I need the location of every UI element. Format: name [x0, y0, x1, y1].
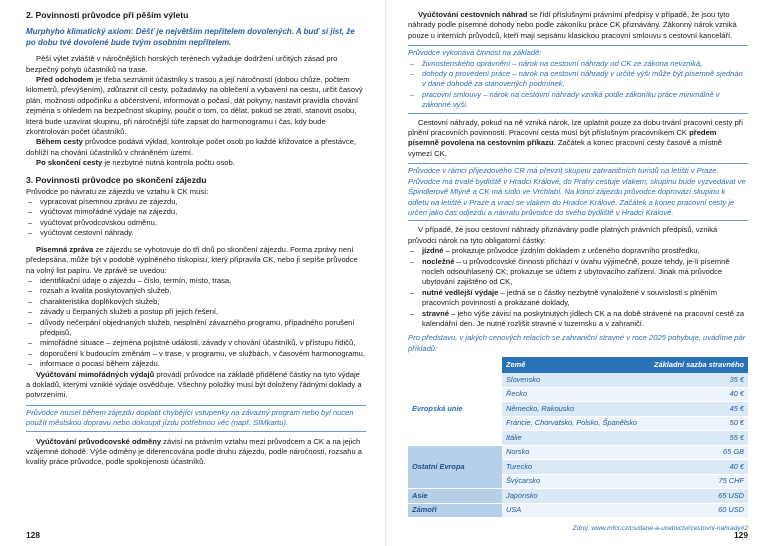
country-cell: Norsko: [502, 445, 646, 460]
paragraph-extra-expenses: Vyúčtování mimořádných výdajů provádí průvodce na základě přidělené částky na tyto výdaje a dokladů, kterými vzniklé výdaje osvědčuje. Všechny položky musí být doloženy řádnými doklady a potvrzeními.: [26, 369, 362, 400]
country-cell: Turecko: [502, 460, 646, 475]
country-cell: Itálie: [502, 431, 646, 446]
list-item: – doporučení k budoucím změnám – v trase, v programu, ve službách, v časovém harmonogramu,: [40, 349, 366, 359]
contract-types-list: [408, 59, 748, 111]
paragraph-guide-fee: Vyúčtování průvodcovské odměny závisí na právním vztahu mezi průvodcem a CK a na jejich vzájemné dohodě. Výše odměny je diferencována podle druhu zájezdu, podle náročnosti, rozsahu a kvality práce průvodce, podle spokojenosti účastníků.: [26, 436, 363, 467]
page-number-left: 128: [26, 529, 40, 540]
group-eu: Evropská unie: [408, 373, 502, 445]
list-item: – charakteristika doplňkových služeb,: [40, 297, 366, 307]
right-page: [386, 0, 772, 546]
list-item: – nutné vedlejší výdaje – jedná se o částky nezbytně vynaložené v souvislosti s plněním pracovních povinností a prokázané doklady,: [422, 288, 748, 309]
table-row: [408, 373, 748, 387]
report-items-list: [26, 276, 366, 370]
paragraph-after-trip: Po skončení cesty je nezbytné nutná kontrola počtu osob.: [36, 158, 235, 168]
list-item: – stravné – jeho výše závisí na poskytnutých jídlech CK a na době strávené na pracovní cestě za kalendářní den. Je nutné rozlišit stravné v tuzemsku a v zahraničí.: [422, 309, 748, 330]
table-header-row: [408, 357, 748, 373]
paragraph-written-report: Písemná zpráva ze zájezdu se vyhotovuje do tří dnů po skončení zájezdu. Forma zprávy není předepsána, může být v podobě vyplněného tiskopisu, který připravila CK, nebo ji sepíše průvodce na volný list papíru. Ve zprávě se uvedou:: [26, 244, 358, 275]
country-cell: Německo, Rakousko: [502, 402, 646, 417]
list-item: – pracovní smlouvy – nárok na cestovní náhrady vzniká podle zákoníku práce minimálně v zákonné výši.: [422, 90, 748, 111]
list-item: – dohody o provedení práce – nárok na cestovní náhrady v určité výši může být písemně sjednán v dané dohodě za stanovených podmínek,: [422, 69, 748, 90]
paragraph-during-trip: Během cesty průvodce podává výklad, kontroluje počet osob po každé křižovatce a přestávce, dohlíží na chování účastníků v chráněném území.: [26, 137, 356, 157]
country-cell: Švýcarsko: [502, 474, 646, 489]
contract-types-box: [408, 45, 748, 113]
table-row: [408, 489, 748, 504]
column-rate: Základní sazba stravného: [646, 357, 748, 373]
group-asia: Asie: [408, 489, 502, 504]
meal-allowance-table: [408, 357, 748, 518]
country-cell: USA: [502, 503, 646, 518]
section-heading-3: 3. Povinnosti průvodce po skončení zájezdu: [26, 174, 207, 185]
column-country: Země: [502, 357, 646, 373]
group-overseas: Zámoří: [408, 503, 502, 518]
list-item: – nocležné – u průvodcovské činnosti přichází v úvahu výjimečně, pouze tehdy, je-li písemně nocleh odsouhlasený CK; prokazuje se účtem z ubytovacího zařízení. Jinak má průvodce ubytování zajištěno od CK,: [422, 257, 748, 288]
table-intro: Pro představu, v jakých cenových relacích se zahraniční stravné v roce 2025 pohybuje, uvádíme pár příkladů:: [408, 333, 746, 353]
rate-cell: 40 €: [646, 387, 748, 402]
section-heading-2: 2. Povinnosti průvodce při pěším výletu: [26, 10, 189, 20]
list-item: – vypracovat písemnou zprávu ze zájezdu,: [40, 197, 366, 207]
rate-cell: 35 €: [646, 373, 748, 387]
list-item: – závady u čerpaných služeb a postup při jejich řešení,: [40, 307, 366, 317]
rate-cell: 55 €: [646, 431, 748, 446]
rate-cell: 40 €: [646, 460, 748, 475]
example-note-trip: Průvodce v rámci přijezdového CR má převzít skupinu zahraničních turistů na letišti v Praze. Průvodce má trvalé bydliště v Hradci Králové, do Prahy cestuje vlakem, skupinu bude vyzvedávat ve Špindlerově Mlýně a CK má sídlo ve Vrchlabí. Na konci zájezdu průvodce doprovází skupinu k odletu na letiště v Praze a vrací se vlakem do Hradce Králové. Začátek a konec pracovní cesty je určen jako čas odjezdu a návratu průvodce do svého bydliště v Hradci Králové.: [408, 163, 748, 221]
list-item: – důvody nečerpání objednaných služeb, nesplnění závazného programu, případného porušení předpisů,: [40, 318, 366, 339]
paragraph-duties: Průvodce po návratu ze zájezdu ve vztahu k CK musí:: [26, 186, 209, 196]
list-item: – vyúčtovat mimořádné výdaje na zájezdu,: [40, 207, 366, 217]
list-item: – rozsah a kvalita poskytovaných služeb,: [40, 286, 366, 296]
table-row: [408, 503, 748, 518]
list-item: – jízdné – prokazuje průvodce jízdním dokladem z určeného dopravního prostředku,: [422, 246, 748, 256]
list-item: – vyúčtovat cestovní náhrady.: [40, 228, 366, 238]
paragraph-before-departure: Před odchodem je třeba seznámit účastníky s trasou a její náročností (dobou chůze, počtem kilometrů, převýšením), zdůraznit cíl cesty, požadavky na oblečení a vybavení na cestu, určit časový plán, možnosti odpočinku a občerstvení, informovat o počasí, dát pokyny, nastavit pravidla chování zejména s ohledem na bezpečnost skupiny, poučit o tom, co dělat, pokud se ztratí, stanovit osobu, která bude uzavírat skupinu, při náročnější túře zapsat do harmonogramu i čas, kdy bude zkontrolován počet účastníků.: [26, 75, 363, 137]
rate-cell: 50 €: [646, 416, 748, 431]
list-item: – živnostenského oprávnění – nárok na cestovní náhrady od CK ze zákona nevzniká,: [422, 59, 748, 69]
paragraph-obligatory-amounts: V případě, že jsou cestovní náhrady přiznávány podle platných právních předpisů, vzniká průvodci nárok na tyto obligatorní částky:: [408, 225, 718, 245]
rate-cell: 60 USD: [646, 503, 748, 518]
paragraph-travel-allowances: Vyúčtování cestovních náhrad se řídí příslušnými právními předpisy v případě, že jsou tyto náhrady podle písemné dohody nebo podle zákoníku práce CK přiznávány. Zákonný nárok vzniká pouze u interních průvodců, kteří mají sepsánu klasickou pracovní smlouvu s cestovní kanceláří.: [408, 10, 737, 40]
rate-cell: 45 €: [646, 402, 748, 417]
country-cell: Japonsko: [502, 489, 646, 504]
rate-cell: 65 GB: [646, 445, 748, 460]
paragraph-intro: Pěší výlet zvláště v náročnějších horských terénech vyžaduje dodržení určitých zásad pro bezpečný pohyb účastníků na trase.: [26, 54, 338, 74]
list-item: – identifikační údaje o zájezdu – číslo, termín, místo, trasa,: [40, 276, 366, 286]
paragraph-business-trip: Cestovní náhrady, pokud na ně vzniká nárok, lze uplatnit pouze za dobu trvání pracovní cesty při plnění pracovních povinností. Pracovní cesta musí být příslušným pracovníkem CK předem písemně povolena na cestovním příkazu. Začátek a konec pracovní cesty časově a místně vymezí CK.: [408, 117, 743, 158]
rate-cell: 65 USD: [646, 489, 748, 504]
table-row: [408, 445, 748, 460]
duties-list: [26, 197, 366, 239]
group-other-europe: Ostatní Evropa: [408, 445, 502, 489]
rate-cell: 75 CHF: [646, 474, 748, 489]
list-item: – mimořádné situace – zejména pojistné události, závady v chování účastníků, v přístupu řidičů,: [40, 338, 366, 348]
example-note: Průvodce musel během zájezdu doplatit chybějící vstupenky na závazný program nebo byl nucen použít městskou dopravu nebo dokoupit jízdu potřebnou věc (např. SIMkartu).: [26, 405, 366, 432]
page-number-right: 129: [734, 529, 748, 540]
allowances-list: [408, 246, 748, 329]
box-intro: Průvodce vykonává činnost na základě:: [408, 48, 542, 58]
list-item: – vyúčtovat průvodcovskou odměnu,: [40, 218, 366, 228]
table-source: Zdroj: www.mfcr.cz/cs/dane-a-ucetnictvi/cestovni-nahrady#2: [572, 525, 748, 533]
country-cell: Francie, Chorvatsko, Polsko, Španělsko: [502, 416, 646, 431]
country-cell: Řecko: [502, 387, 646, 402]
country-cell: Slovensko: [502, 373, 646, 387]
murphy-motto: Murphyho klimatický axiom: Déšť je největším nepřítelem dovolených. A buď si jist, že po dobu tvé dovolené bude tvým osobním nepřítelem.: [26, 27, 355, 47]
list-item: – informace o pocasí během zájezdu.: [40, 359, 366, 369]
